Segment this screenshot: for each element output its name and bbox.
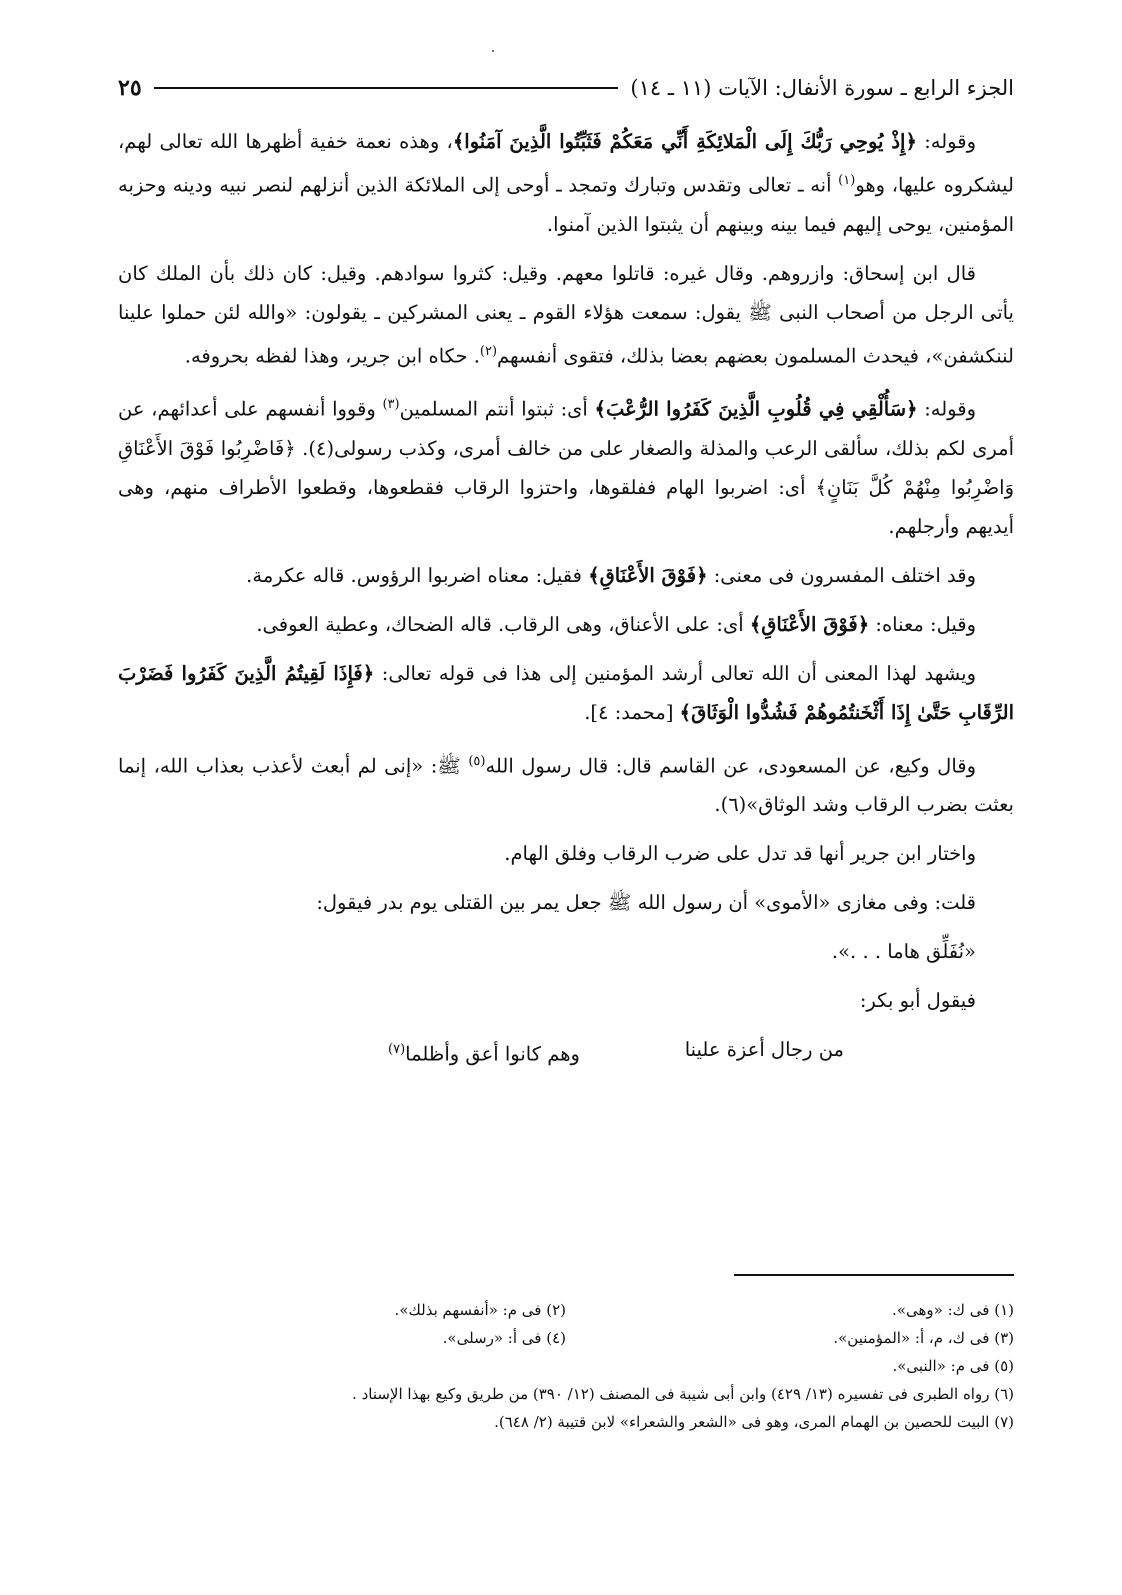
footnote-5: (٥) فى م: «النبى».: [892, 1357, 1014, 1375]
footnote-ref: (١): [838, 173, 856, 188]
footnote-ref: (٥): [468, 753, 486, 769]
paragraph-10: «نُفَلِّق هاما . . .».: [831, 940, 976, 963]
footnotes: [118, 1296, 1014, 1436]
paragraph-7: وقال وكيع، عن المسعودى، عن القاسم قال: قال رسول الله$^{(٥)}$ ﷺ: «إنى لم أبعث لأعذب بعذاب الله، إنما بعثت بضرب الرقاب وشد الوثاق»(٦).: [118, 753, 1014, 816]
paragraph-5: وقيل: معناه: ﴿فَوْقَ الأَعْنَاقِ﴾ أى: على الأعناق، وهى الرقاب. قاله الضحاك، وعطية العوفى.: [256, 612, 976, 636]
quran-quote: ﴿فَوْقَ الأَعْنَاقِ﴾: [588, 563, 708, 587]
paragraph-1: وقوله: ﴿إِذْ يُوحِي رَبُّكَ إِلَى الْمَلائِكَةِ أَنِّي مَعَكُمْ فَثَبِّتُوا الَّذِينَ آمَنُوا﴾، وهذه نعمة خفية أظهرها الله تعالى لهم، ليشكروه عليها، وهو$^{(١)}$ أنه ـ تعالى وتقدس وتبارك وتمجد ـ أوحى إلى الملائكة الذين أنزلهم لنصر نبيه ودينه وحزبه المؤمنين، يوحى إليهم فيما بينه وبينهم أن يثبتوا الذين آمنوا.: [118, 130, 1014, 236]
quran-quote: ﴿فَإِذَا لَقِيتُمُ الَّذِينَ كَفَرُوا فَضَرْبَ الرِّقَابِ حَتَّىٰ إِذَا أَثْخَنتُمُوهُمْ فَشُدُّوا الْوَثَاقَ﴾: [118, 661, 1014, 724]
header-title: الجزء الرابع ـ سورة الأنفال: الآيات (١١ ـ ١٤): [630, 76, 1014, 100]
header-rule: [154, 87, 619, 89]
footnote-6: (٦) رواه الطبرى فى تفسيره (١٣/ ٤٢٩) وابن أبى شيبة فى المصنف (١٢/ ٣٩٠) من طريق وكيع بهذا الإسناد .: [352, 1385, 1014, 1403]
verse-first-hemistich: من رجال أعزة علينا: [684, 1038, 844, 1061]
paragraph-4: وقد اختلف المفسرون فى معنى: ﴿فَوْقَ الأَعْنَاقِ﴾ فقيل: معناه اضربوا الرؤوس. قاله عكرمة.: [246, 563, 976, 587]
paragraph-2: قال ابن إسحاق: وازروهم. وقال غيره: قاتلوا معهم. وقيل: كثروا سوادهم. وقيل: كان ذلك بأن الملك كان يأتى الرجل من أصحاب النبى ﷺ يقول: سمعت هؤلاء القوم ـ يعنى المشركين ـ يقولون: «والله لئن حملوا علينا لننكشفن»، فيحدث المسلمون بعضهم بعضا بذلك، فتقوى أنفسهم$^{(٢)}$. حكاه ابن جرير، وهذا لفظه بحروفه.: [118, 261, 1014, 367]
verse-second-hemistich: وهم كانوا أعق وأظلما$^{(٧)}$: [388, 1042, 580, 1066]
footnote-separator: [734, 1274, 1014, 1276]
paragraph-3: وقوله: ﴿سَأُلْقِي فِي قُلُوبِ الَّذِينَ كَفَرُوا الرُّعْبَ﴾ أى: ثبتوا أنتم المسلمين$^{(٣)}$ وقووا أنفسهم على أعدائهم، عن أمرى لكم بذلك، سألقى الرعب والمذلة والصغار على من خالف أمرى، وكذب رسولى(٤). ﴿فَاضْرِبُوا فَوْقَ الأَعْنَاقِ وَاضْرِبُوا مِنْهُمْ كُلَّ بَنَانٍ﴾ أى: اضربوا الهام ففلقوها، واحتزوا الرقاب فقطعوها، وقطعوا الأطراف منهم، وهى أيديهم وأرجلهم.: [118, 397, 1014, 538]
quran-quote: ﴿سَأُلْقِي فِي قُلُوبِ الَّذِينَ كَفَرُوا الرُّعْبَ﴾: [594, 397, 918, 421]
footnote-2: (٢) فى م: «أنفسهم بذلك».: [394, 1301, 566, 1319]
paragraph-9: قلت: وفى مغازى «الأموى» أن رسول الله ﷺ جعل يمر بين القتلى يوم بدر فيقول:: [316, 891, 976, 914]
paragraph-11: فيقول أبو بكر:: [859, 989, 976, 1012]
poetry-verse: [388, 1030, 844, 1074]
footnote-3: (٣) فى ك، م، أ: «المؤمنين».: [833, 1329, 1014, 1347]
footnote-4: (٤) فى أ: «رسلى».: [442, 1329, 566, 1347]
paragraph-8: واختار ابن جرير أنها قد تدل على ضرب الرقاب وفلق الهام.: [504, 842, 976, 865]
quran-quote: ﴿فَوْقَ الأَعْنَاقِ﴾: [749, 612, 870, 636]
footnote-row: [118, 1324, 1014, 1352]
footnote-7: (٧) البيت للحصين بن الهمام المرى، وهو فى «الشعر والشعراء» لابن قتيبة (٢/ ٦٤٨).: [494, 1413, 1014, 1431]
footnote-ref: (٧): [388, 1042, 406, 1057]
page-number: ٢٥: [118, 75, 142, 101]
footnote-ref: (٢): [479, 343, 498, 359]
quran-quote: ﴿إِذْ يُوحِي رَبُّكَ إِلَى الْمَلائِكَةِ أَنِّي مَعَكُمْ فَثَبِّتُوا الَّذِينَ آمَنُوا﴾: [452, 130, 917, 153]
scan-speck: [492, 50, 494, 52]
footnote-row: [118, 1296, 1014, 1324]
footnote-ref: (٣): [382, 397, 400, 412]
footnote-1: (١) فى ك: «وهى».: [892, 1301, 1014, 1319]
main-text: [118, 122, 1014, 1074]
paragraph-6: ويشهد لهذا المعنى أن الله تعالى أرشد المؤمنين إلى هذا فى قوله تعالى: ﴿فَإِذَا لَقِيتُمُ الَّذِينَ كَفَرُوا فَضَرْبَ الرِّقَابِ حَتَّىٰ إِذَا أَثْخَنتُمُوهُمْ فَشُدُّوا الْوَثَاقَ﴾ [محمد: ٤].: [118, 661, 1014, 724]
running-header: [118, 70, 1014, 106]
